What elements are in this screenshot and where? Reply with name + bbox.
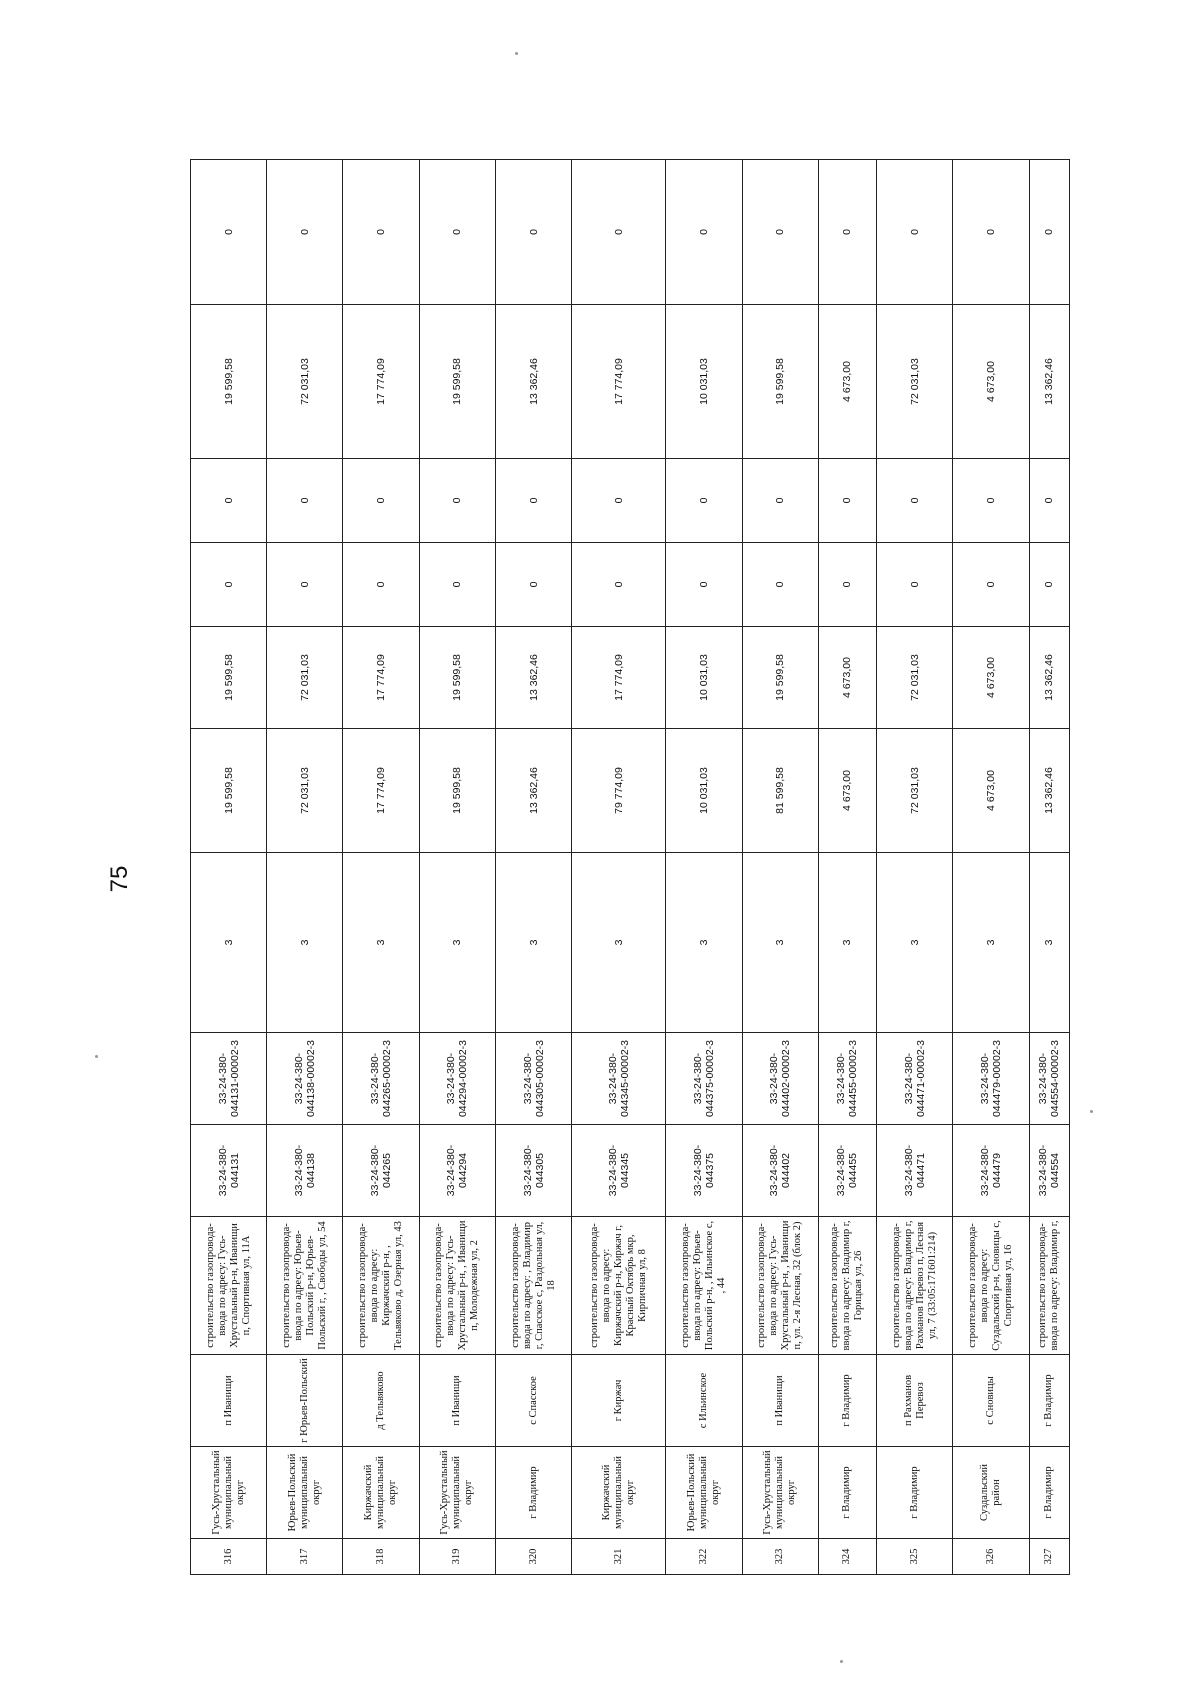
category-cell: 3 bbox=[666, 853, 742, 1033]
cost-cell-5: 10 031,03 bbox=[666, 305, 742, 459]
object-id-cell: 33-24-380-044471 bbox=[877, 1125, 953, 1217]
cost-cell-5: 72 031,03 bbox=[267, 305, 343, 459]
total-cost-cell: 10 031,03 bbox=[666, 729, 742, 853]
cost-cell-5: 4 673,00 bbox=[953, 305, 1029, 459]
table-row bbox=[877, 160, 953, 1575]
cost-cell-3: 0 bbox=[818, 543, 876, 627]
category-cell: 3 bbox=[742, 853, 818, 1033]
table-row bbox=[267, 160, 343, 1575]
table-row bbox=[818, 160, 876, 1575]
cost-cell-3: 0 bbox=[877, 543, 953, 627]
object-id-cell: 33-24-380-044455 bbox=[818, 1125, 876, 1217]
contract-id-cell: 33-24-380-044131-00002-3 bbox=[191, 1033, 267, 1125]
row-number: 318 bbox=[343, 1539, 419, 1575]
description-cell: строительство газопровода-ввода по адресу: Гусь-Хрустальный р-н, , Иванищи п, ул. 2-я Лесная, 32 (блок 2) bbox=[742, 1217, 818, 1355]
district-cell: г Владимир bbox=[495, 1447, 571, 1539]
cost-cell-3: 0 bbox=[267, 543, 343, 627]
cost-cell-6: 0 bbox=[343, 160, 419, 305]
cost-cell-3: 0 bbox=[742, 543, 818, 627]
locality-cell: п Иванищи bbox=[419, 1355, 495, 1447]
row-number: 324 bbox=[818, 1539, 876, 1575]
table-row bbox=[742, 160, 818, 1575]
contract-id-cell: 33-24-380-044265-00002-3 bbox=[343, 1033, 419, 1125]
contract-id-cell: 33-24-380-044455-00002-3 bbox=[818, 1033, 876, 1125]
cost-cell-6: 0 bbox=[953, 160, 1029, 305]
category-cell: 3 bbox=[877, 853, 953, 1033]
object-id-cell: 33-24-380-044554 bbox=[1029, 1125, 1069, 1217]
cost-cell-6: 0 bbox=[877, 160, 953, 305]
object-id-cell: 33-24-380-044345 bbox=[572, 1125, 666, 1217]
cost-cell-2: 17 774,09 bbox=[343, 627, 419, 729]
cost-cell-6: 0 bbox=[495, 160, 571, 305]
cost-cell-6: 0 bbox=[742, 160, 818, 305]
category-cell: 3 bbox=[191, 853, 267, 1033]
total-cost-cell: 72 031,03 bbox=[877, 729, 953, 853]
cost-cell-2: 13 362,46 bbox=[495, 627, 571, 729]
locality-cell: г Владимир bbox=[1029, 1355, 1069, 1447]
row-number: 319 bbox=[419, 1539, 495, 1575]
locality-cell: п Иванищи bbox=[191, 1355, 267, 1447]
cost-cell-4: 0 bbox=[1029, 459, 1069, 543]
object-id-cell: 33-24-380-044375 bbox=[666, 1125, 742, 1217]
contract-id-cell: 33-24-380-044294-00002-3 bbox=[419, 1033, 495, 1125]
category-cell: 3 bbox=[818, 853, 876, 1033]
district-cell: Киржачский муниципальный округ bbox=[343, 1447, 419, 1539]
object-id-cell: 33-24-380-044402 bbox=[742, 1125, 818, 1217]
district-cell: г Владимир bbox=[1029, 1447, 1069, 1539]
table-row bbox=[572, 160, 666, 1575]
locality-cell: с Ильинское bbox=[666, 1355, 742, 1447]
cost-cell-6: 0 bbox=[666, 160, 742, 305]
table-row bbox=[495, 160, 571, 1575]
district-cell: Суздальский район bbox=[953, 1447, 1029, 1539]
cost-cell-4: 0 bbox=[742, 459, 818, 543]
cost-cell-2: 10 031,03 bbox=[666, 627, 742, 729]
row-number: 316 bbox=[191, 1539, 267, 1575]
category-cell: 3 bbox=[572, 853, 666, 1033]
cost-cell-4: 0 bbox=[877, 459, 953, 543]
total-cost-cell: 4 673,00 bbox=[818, 729, 876, 853]
contract-id-cell: 33-24-380-044402-00002-3 bbox=[742, 1033, 818, 1125]
contract-id-cell: 33-24-380-044138-00002-3 bbox=[267, 1033, 343, 1125]
total-cost-cell: 13 362,46 bbox=[1029, 729, 1069, 853]
cost-cell-2: 4 673,00 bbox=[953, 627, 1029, 729]
table-row bbox=[1029, 160, 1069, 1575]
description-cell: строительство газопровода-ввода по адресу: Киржачский р-н, Киржач г, Красный Октябрь мкр, Кирпичная ул, 8 bbox=[572, 1217, 666, 1355]
cost-cell-5: 72 031,03 bbox=[877, 305, 953, 459]
description-cell: строительство газопровода-ввода по адресу: Суздальский р-н, Сновицы с, Спортивная ул, 16 bbox=[953, 1217, 1029, 1355]
gas-connections-table bbox=[190, 159, 1070, 1575]
locality-cell: д Тельвяково bbox=[343, 1355, 419, 1447]
cost-cell-4: 0 bbox=[343, 459, 419, 543]
district-cell: г Владимир bbox=[877, 1447, 953, 1539]
row-number: 317 bbox=[267, 1539, 343, 1575]
category-cell: 3 bbox=[1029, 853, 1069, 1033]
cost-cell-4: 0 bbox=[818, 459, 876, 543]
locality-cell: г Киржач bbox=[572, 1355, 666, 1447]
cost-cell-5: 17 774,09 bbox=[343, 305, 419, 459]
cost-cell-4: 0 bbox=[572, 459, 666, 543]
cost-cell-2: 19 599,58 bbox=[742, 627, 818, 729]
locality-cell: п Рахманов Перевоз bbox=[877, 1355, 953, 1447]
contract-id-cell: 33-24-380-044554-00002-3 bbox=[1029, 1033, 1069, 1125]
description-cell: строительство газопровода-ввода по адресу: , Владимир г, Спасское с, Раздольная ул, 18 bbox=[495, 1217, 571, 1355]
cost-cell-5: 17 774,09 bbox=[572, 305, 666, 459]
cost-cell-5: 4 673,00 bbox=[818, 305, 876, 459]
locality-cell: г Владимир bbox=[818, 1355, 876, 1447]
total-cost-cell: 4 673,00 bbox=[953, 729, 1029, 853]
description-cell: строительство газопровода-ввода по адресу: Гусь-Хрустальный р-н, , Иванищи п, Молодежная ул, 2 bbox=[419, 1217, 495, 1355]
page-number: 75 bbox=[106, 865, 133, 893]
cost-cell-4: 0 bbox=[495, 459, 571, 543]
description-cell: строительство газопровода-ввода по адресу: Юрьев-Польский р-н, Юрьев-Польский г, , Свободы ул, 54 bbox=[267, 1217, 343, 1355]
total-cost-cell: 19 599,58 bbox=[191, 729, 267, 853]
cost-cell-4: 0 bbox=[267, 459, 343, 543]
description-cell: строительство газопровода-ввода по адресу: Юрьев-Польский р-н, , Ильинское с, , 44 bbox=[666, 1217, 742, 1355]
cost-cell-4: 0 bbox=[666, 459, 742, 543]
contract-id-cell: 33-24-380-044479-00002-3 bbox=[953, 1033, 1029, 1125]
cost-cell-4: 0 bbox=[419, 459, 495, 543]
locality-cell: п Иванищи bbox=[742, 1355, 818, 1447]
cost-cell-2: 72 031,03 bbox=[267, 627, 343, 729]
total-cost-cell: 72 031,03 bbox=[267, 729, 343, 853]
cost-cell-3: 0 bbox=[572, 543, 666, 627]
cost-cell-6: 0 bbox=[1029, 160, 1069, 305]
cost-cell-3: 0 bbox=[666, 543, 742, 627]
table-row bbox=[953, 160, 1029, 1575]
rotated-table-container bbox=[190, 160, 1070, 1575]
cost-cell-6: 0 bbox=[419, 160, 495, 305]
cost-cell-3: 0 bbox=[191, 543, 267, 627]
object-id-cell: 33-24-380-044305 bbox=[495, 1125, 571, 1217]
district-cell: г Владимир bbox=[818, 1447, 876, 1539]
cost-cell-3: 0 bbox=[1029, 543, 1069, 627]
district-cell: Юрьев-Польский муниципальный округ bbox=[267, 1447, 343, 1539]
category-cell: 3 bbox=[953, 853, 1029, 1033]
cost-cell-5: 19 599,58 bbox=[191, 305, 267, 459]
object-id-cell: 33-24-380-044265 bbox=[343, 1125, 419, 1217]
cost-cell-3: 0 bbox=[495, 543, 571, 627]
total-cost-cell: 79 774,09 bbox=[572, 729, 666, 853]
cost-cell-5: 13 362,46 bbox=[495, 305, 571, 459]
contract-id-cell: 33-24-380-044375-00002-3 bbox=[666, 1033, 742, 1125]
total-cost-cell: 19 599,58 bbox=[419, 729, 495, 853]
object-id-cell: 33-24-380-044479 bbox=[953, 1125, 1029, 1217]
cost-cell-4: 0 bbox=[191, 459, 267, 543]
scan-speck bbox=[1090, 1110, 1093, 1113]
locality-cell: с Сновицы bbox=[953, 1355, 1029, 1447]
row-number: 325 bbox=[877, 1539, 953, 1575]
cost-cell-2: 17 774,09 bbox=[572, 627, 666, 729]
total-cost-cell: 81 599,58 bbox=[742, 729, 818, 853]
cost-cell-6: 0 bbox=[818, 160, 876, 305]
object-id-cell: 33-24-380-044131 bbox=[191, 1125, 267, 1217]
scan-speck bbox=[840, 1660, 843, 1663]
row-number: 322 bbox=[666, 1539, 742, 1575]
description-cell: строительство газопровода-ввода по адресу: Владимир г, Горицкая ул, 26 bbox=[818, 1217, 876, 1355]
category-cell: 3 bbox=[419, 853, 495, 1033]
district-cell: Гусь-Хрустальный муниципальный округ bbox=[419, 1447, 495, 1539]
row-number: 321 bbox=[572, 1539, 666, 1575]
object-id-cell: 33-24-380-044138 bbox=[267, 1125, 343, 1217]
description-cell: строительство газопровода-ввода по адресу: Владимир г, Рахманов Перевоз п, Лесная ул, 7 (33:05:171601:214) bbox=[877, 1217, 953, 1355]
cost-cell-3: 0 bbox=[953, 543, 1029, 627]
district-cell: Гусь-Хрустальный муниципальный округ bbox=[742, 1447, 818, 1539]
description-cell: строительство газопровода-ввода по адресу: Киржачский р-н, , Тельвяково д, Озерная ул, 43 bbox=[343, 1217, 419, 1355]
locality-cell: г Юрьев-Польский bbox=[267, 1355, 343, 1447]
table-row bbox=[191, 160, 267, 1575]
total-cost-cell: 17 774,09 bbox=[343, 729, 419, 853]
district-cell: Юрьев-Польский муниципальный округ bbox=[666, 1447, 742, 1539]
scan-speck bbox=[515, 52, 518, 55]
cost-cell-2: 72 031,03 bbox=[877, 627, 953, 729]
cost-cell-6: 0 bbox=[267, 160, 343, 305]
cost-cell-6: 0 bbox=[191, 160, 267, 305]
row-number: 326 bbox=[953, 1539, 1029, 1575]
description-cell: строительство газопровода-ввода по адресу: Владимир г, bbox=[1029, 1217, 1069, 1355]
cost-cell-2: 4 673,00 bbox=[818, 627, 876, 729]
category-cell: 3 bbox=[267, 853, 343, 1033]
cost-cell-5: 19 599,58 bbox=[419, 305, 495, 459]
cost-cell-5: 13 362,46 bbox=[1029, 305, 1069, 459]
cost-cell-4: 0 bbox=[953, 459, 1029, 543]
contract-id-cell: 33-24-380-044471-00002-3 bbox=[877, 1033, 953, 1125]
cost-cell-6: 0 bbox=[572, 160, 666, 305]
row-number: 327 bbox=[1029, 1539, 1069, 1575]
cost-cell-3: 0 bbox=[343, 543, 419, 627]
table-row bbox=[666, 160, 742, 1575]
cost-cell-2: 19 599,58 bbox=[191, 627, 267, 729]
table-body bbox=[191, 160, 1070, 1575]
row-number: 320 bbox=[495, 1539, 571, 1575]
cost-cell-5: 19 599,58 bbox=[742, 305, 818, 459]
scan-speck bbox=[95, 1055, 98, 1058]
locality-cell: с Спасское bbox=[495, 1355, 571, 1447]
object-id-cell: 33-24-380-044294 bbox=[419, 1125, 495, 1217]
district-cell: Гусь-Хрустальный муниципальный округ bbox=[191, 1447, 267, 1539]
contract-id-cell: 33-24-380-044345-00002-3 bbox=[572, 1033, 666, 1125]
cost-cell-2: 13 362,46 bbox=[1029, 627, 1069, 729]
category-cell: 3 bbox=[495, 853, 571, 1033]
total-cost-cell: 13 362,46 bbox=[495, 729, 571, 853]
category-cell: 3 bbox=[343, 853, 419, 1033]
table-row bbox=[419, 160, 495, 1575]
contract-id-cell: 33-24-380-044305-00002-3 bbox=[495, 1033, 571, 1125]
description-cell: строительство газопровода-ввода по адресу: Гусь-Хрустальный р-н, Иванищи п, Спортивная ул, 11А bbox=[191, 1217, 267, 1355]
cost-cell-3: 0 bbox=[419, 543, 495, 627]
row-number: 323 bbox=[742, 1539, 818, 1575]
cost-cell-2: 19 599,58 bbox=[419, 627, 495, 729]
table-row bbox=[343, 160, 419, 1575]
district-cell: Киржачский муниципальный округ bbox=[572, 1447, 666, 1539]
